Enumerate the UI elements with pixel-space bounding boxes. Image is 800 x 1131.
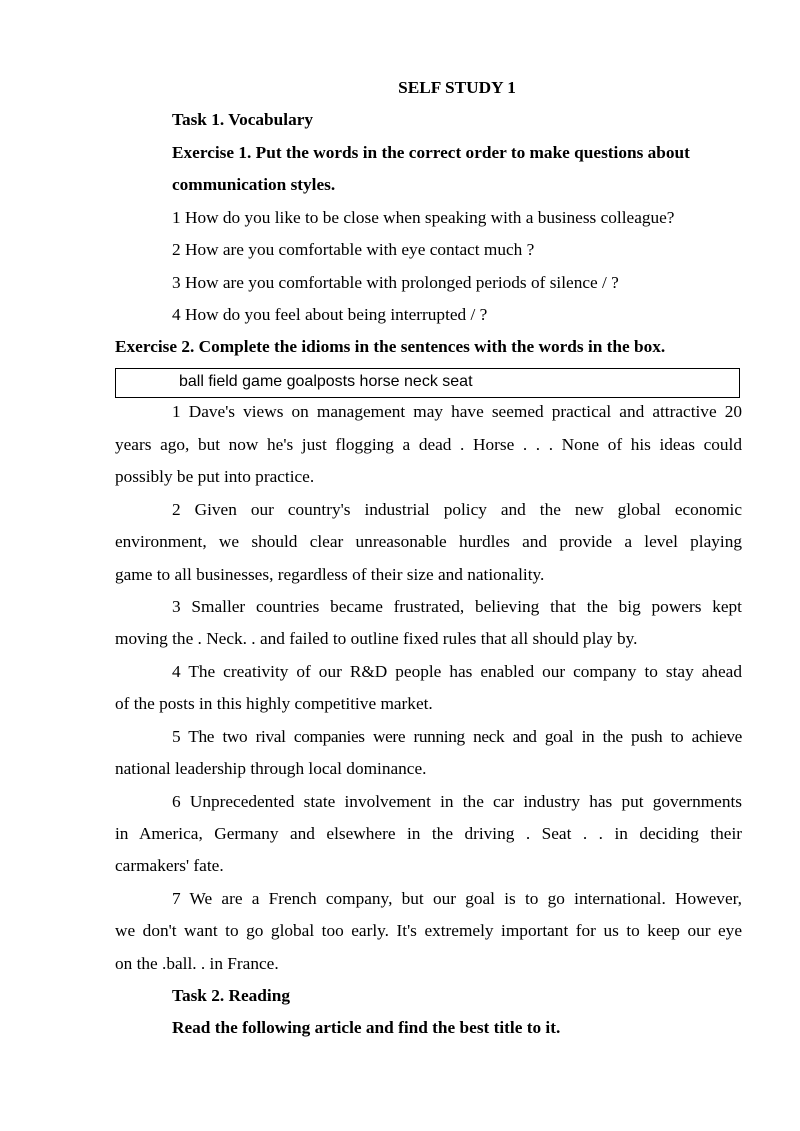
sentence-1-end: possibly be put into practice. [115, 467, 315, 486]
sentence-7-end: on the .ball. . in France. [115, 954, 279, 973]
sentence-3-end: moving the . Neck. . and failed to outline fixed rules that all should play by. [115, 629, 638, 648]
sentence-3: 3 Smaller countries became frustrated, believing that the big powers kept [172, 597, 742, 616]
sentence-2-end: game to all businesses, regardless of their size and nationality. [115, 565, 545, 584]
sentence-4: 4 The creativity of our R&D people has enabled our company to stay ahead [172, 662, 742, 681]
sentence-7-cont: we don't want to go global too early. It's extremely important for us to keep our eye [115, 921, 742, 940]
exercise1-item: 4 How do you feel about being interrupted / ? [172, 305, 488, 324]
exercise1-instruction-cont: communication styles. [172, 175, 336, 194]
exercise1-instruction: Exercise 1. Put the words in the correct order to make questions about [172, 143, 690, 162]
word-box [115, 368, 740, 398]
exercise1-item: 1 How do you like to be close when speaking with a business colleague? [172, 208, 675, 227]
word-box-words: ball field game goalposts horse neck seat [179, 373, 473, 390]
task1-title: Task 1. Vocabulary [172, 110, 314, 129]
task2-title: Task 2. Reading [172, 986, 290, 1005]
sentence-6-cont: in America, Germany and elsewhere in the driving . Seat . . in deciding their [115, 824, 742, 843]
sentence-7: 7 We are a French company, but our goal is to go international. However, [172, 889, 742, 908]
sentence-2: 2 Given our country's industrial policy and the new global economic [172, 500, 742, 519]
exercise1-item: 3 How are you comfortable with prolonged periods of silence / ? [172, 273, 619, 292]
page-title: SELF STUDY 1 [398, 78, 516, 97]
sentence-1: 1 Dave's views on management may have seemed practical and attractive 20 [172, 402, 742, 421]
sentence-4-end: of the posts in this highly competitive market. [115, 694, 433, 713]
sentence-6: 6 Unprecedented state involvement in the car industry has put governments [172, 792, 742, 811]
exercise2-instruction: Exercise 2. Complete the idioms in the sentences with the words in the box. [115, 337, 666, 356]
sentence-1-cont: years ago, but now he's just flogging a dead . Horse . . . None of his ideas could [115, 435, 742, 454]
sentence-2-cont: environment, we should clear unreasonable hurdles and provide a level playing [115, 532, 742, 551]
sentence-5-end: national leadership through local dominance. [115, 759, 427, 778]
exercise1-item: 2 How are you comfortable with eye contact much ? [172, 240, 535, 259]
task2-instruction: Read the following article and find the best title to it. [172, 1018, 561, 1037]
sentence-5: 5 The two rival companies were running neck and goal in the push to achieve [172, 727, 742, 746]
sentence-6-end: carmakers' fate. [115, 856, 224, 875]
